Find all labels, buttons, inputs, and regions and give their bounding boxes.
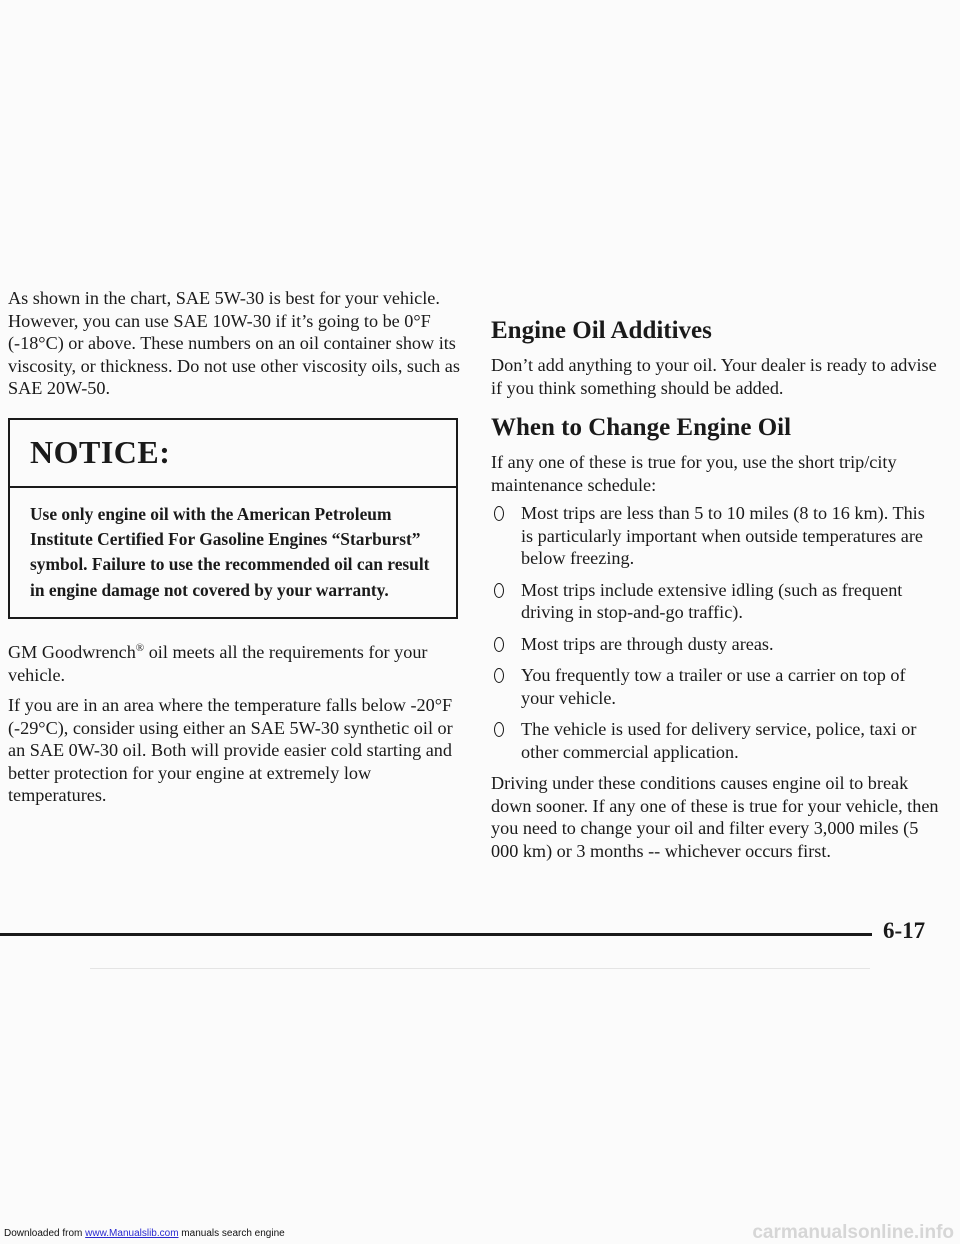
registered-mark: ®: [135, 642, 145, 655]
goodwrench-paragraph: [8, 641, 460, 686]
download-footer: [4, 1228, 285, 1240]
viscosity-paragraph: As shown in the chart, SAE 5W-30 is best for your vehicle. However, you can use SAE 10W-30 if it’s going to be 0°F (-18°C) or above. These numbers on an oil container show its viscosity, or thickness. Do not use other viscosity oils, such as SAE 20W-50.: [8, 288, 460, 398]
watermark: carmanualsonline.info: [752, 1222, 954, 1243]
closing-paragraph: Driving under these conditions causes engine oil to break down sooner. If any one of these is true for your vehicle, then you need to change your oil and filter every 3,000 miles (5 000 km) or 3 months -- whichever occurs first.: [491, 773, 939, 861]
heading-when-to-change: When to Change Engine Oil: [491, 414, 792, 441]
change-intro-paragraph: If any one of these is true for you, use the short trip/city maintenance schedule:: [491, 452, 897, 495]
bullet-icon: [494, 637, 504, 652]
bullet-icon: [494, 506, 504, 521]
additives-paragraph: Don’t add anything to your oil. Your dealer is ready to advise if you think something should be added.: [491, 355, 937, 398]
list-item: [491, 579, 941, 624]
manualslib-link[interactable]: www.Manualslib.com: [85, 1228, 179, 1239]
list-item-text: Most trips include extensive idling (such as frequent driving in stop-and-go traffic).: [521, 579, 903, 622]
heading-oil-additives: Engine Oil Additives: [491, 317, 712, 344]
list-item-text: Most trips are less than 5 to 10 miles (8 to 16 km). This is particularly important when outside temperatures are below freezing.: [521, 503, 925, 568]
footer-prefix: Downloaded from: [4, 1228, 86, 1239]
list-item-text: Most trips are through dusty areas.: [521, 633, 774, 654]
notice-title: NOTICE:: [10, 420, 456, 488]
list-item-text: The vehicle is used for delivery service, police, taxi or other commercial application.: [521, 719, 917, 762]
list-item: [491, 664, 941, 709]
list-item: [491, 718, 941, 763]
list-item: [491, 502, 941, 570]
goodwrench-text-rest: oil meets all the requirements for your vehicle.: [8, 642, 428, 685]
footer-rule: [0, 933, 872, 936]
bullet-icon: [494, 668, 504, 683]
bullet-icon: [494, 722, 504, 737]
notice-body: Use only engine oil with the American Petroleum Institute Certified For Gasoline Engines “Starburst” symbol. Failure to use the recommended oil can result in engine damage not covered by your warranty.: [30, 503, 430, 600]
cold-weather-paragraph: If you are in an area where the temperature falls below -20°F (-29°C), consider using either an SAE 5W-30 synthetic oil or an SAE 0W-30 oil. Both will provide easier cold starting and better protection for your engine at extremely low temperatures.: [8, 695, 453, 806]
faint-divider: [90, 968, 870, 969]
notice-box: [8, 418, 458, 620]
list-item-text: You frequently tow a trailer or use a carrier on top of your vehicle.: [521, 665, 906, 708]
bullet-icon: [494, 583, 504, 598]
goodwrench-text: GM Goodwrench: [8, 642, 136, 663]
footer-suffix: manuals search engine: [178, 1228, 285, 1239]
left-column: [8, 287, 460, 807]
page-number: 6-17: [883, 918, 926, 943]
conditions-list: [491, 502, 941, 763]
right-column: [491, 316, 941, 862]
list-item: [491, 633, 941, 656]
